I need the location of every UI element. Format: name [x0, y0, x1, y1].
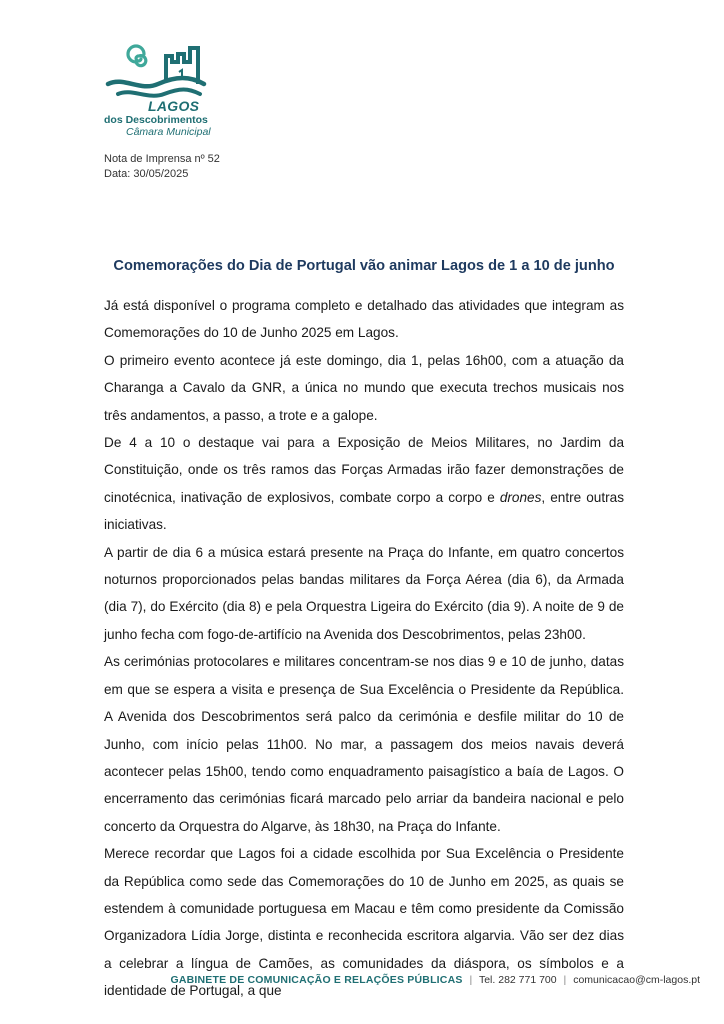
paragraph-1: Já está disponível o programa completo e detalhado das atividades que integram as Comemorações do 10 de Junho 2025 em Lagos.	[104, 298, 624, 341]
paragraph-2: O primeiro evento acontece já este domingo, dia 1, pelas 16h00, com a atuação da Charanga a Cavalo da GNR, a única no mundo que executa trechos musicais nos três andamentos, a passo, a trote e a galope.	[104, 352, 624, 423]
page-title: Comemorações do Dia de Portugal vão animar Lagos de 1 a 10 de junho	[113, 258, 615, 274]
footer-phone: Tel. 282 771 700	[478, 974, 557, 986]
footer-separator: |	[563, 974, 567, 986]
footer-department: GABINETE DE COMUNICAÇÃO E RELAÇÕES PÚBLICAS	[170, 974, 463, 986]
page-footer	[0, 974, 700, 986]
lagos-logo	[104, 40, 214, 140]
logo-subtitle: dos Descobrimentos	[104, 114, 208, 126]
paragraph-5: As cerimónias protocolares e militares concentram-se nos dias 9 e 10 de junho, datas em que se espera a visita e presença de Sua Excelência o Presidente da República. A Avenida dos Descobrimentos será palco da cerimónia e desfile militar do 10 de Junho, com início pelas 11h00. No mar, a passagem dos meios navais deverá acontecer pelas 15h00, tendo como enquadramento paisagístico a baía de Lagos. O encerramento das cerimónias ficará marcado pelo arriar da bandeira nacional e pelo concerto da Orquestra do Algarve, às 18h30, na Praça do Infante.	[104, 654, 624, 834]
logo-name: LAGOS	[148, 98, 200, 114]
paragraph-4: A partir de dia 6 a música estará presente na Praça do Infante, em quatro concertos noturnos proporcionados pelas bandas militares da Força Aérea (dia 6), da Armada (dia 7), do Exército (dia 8) e pela Orquestra Ligeira do Exército (dia 9). A noite de 9 de junho fecha com fogo-de-artifício na Avenida dos Descobrimentos, pelas 23h00.	[104, 544, 624, 642]
press-note-meta	[104, 152, 220, 182]
footer-email-link[interactable]: comunicacao@cm-lagos.pt	[573, 974, 700, 986]
press-note-date: Data: 30/05/2025	[104, 168, 189, 180]
logo-subtitle-municipal: Câmara Municipal	[126, 126, 211, 138]
footer-separator: |	[469, 974, 473, 986]
paragraph-6: Merece recordar que Lagos foi a cidade escolhida por Sua Excelência o Presidente da República como sede das Comemorações do 10 de Junho em 2025, as quais se estendem à comunidade portuguesa em Macau e têm como presidente da Comissão Organizadora Lídia Jorge, distinta e reconhecida escritora algarvia. Vão ser dez dias a celebrar a língua de Camões, as comunidades da diáspora, os símbolos e a identidade de Portugal, a que	[104, 846, 624, 999]
article-body	[104, 292, 624, 1005]
press-note-number: Nota de Imprensa nº 52	[104, 153, 220, 165]
paragraph-3: De 4 a 10 o destaque vai para a Exposição de Meios Militares, no Jardim da Constituição, onde os três ramos das Forças Armadas irão fazer demonstrações de cinotécnica, inativação de explosivos, combate corpo a corpo e drones, entre outras iniciativas.	[104, 435, 624, 533]
